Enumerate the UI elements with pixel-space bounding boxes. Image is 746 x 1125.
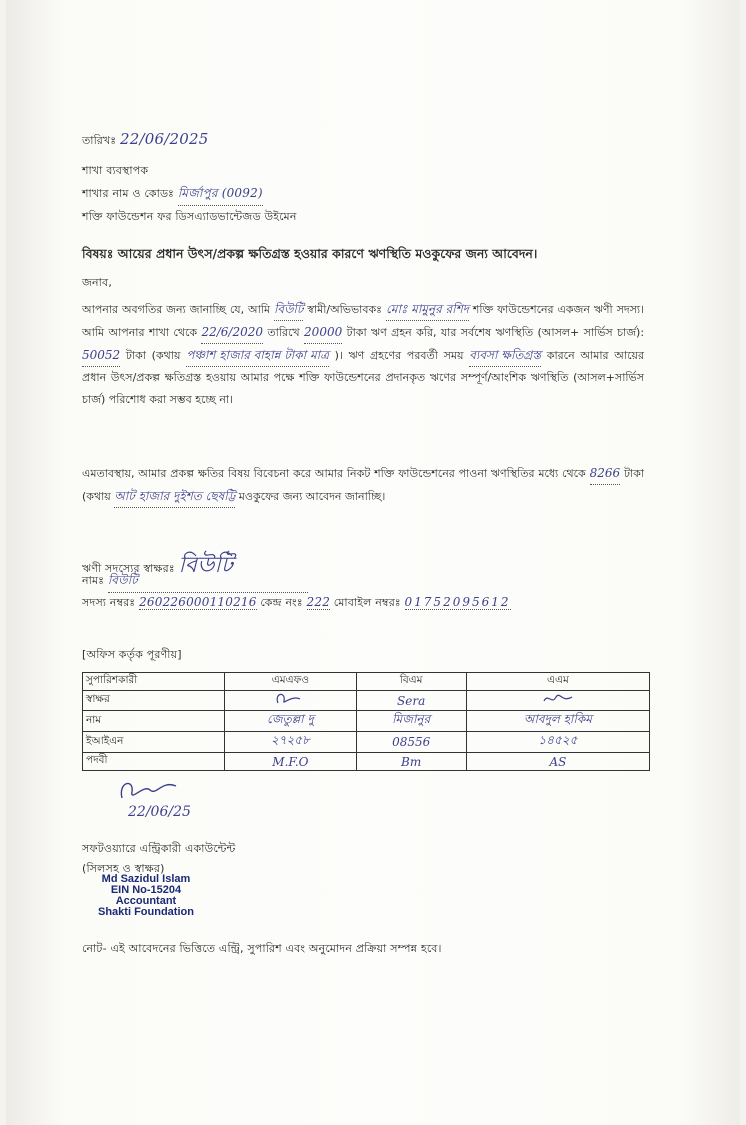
body-text-2: স্বামী/অভিভাবকঃ <box>307 303 383 316</box>
loan-date: 22/6/2020 <box>201 321 263 344</box>
table-row <box>83 691 650 711</box>
table-row <box>83 711 650 732</box>
signature-cell <box>225 691 356 711</box>
body-text-5: টাকা ঋণ গ্রহন করি, যার সর্বশেষ ঋণস্থিতি (আসল+ সার্ভিস চার্জ): <box>346 326 645 339</box>
mfo-signature-scribble <box>270 691 310 707</box>
row-label: পদবী <box>83 753 225 771</box>
accountant-subtitle: (সিলসহ ও স্বাক্ষর) <box>82 862 165 875</box>
table-row <box>83 732 650 753</box>
table-cell: ১৪৫২৫ <box>538 733 578 747</box>
stamp-line: Md Sazidul Islam <box>101 873 191 885</box>
mobile-label: মোবাইল নম্বরঃ <box>333 596 401 609</box>
body-text-6: টাকা (কথায় <box>125 349 181 362</box>
member-id-label: সদস্য নম্বরঃ <box>82 596 136 609</box>
branch-line <box>82 185 263 206</box>
loan-amount: 20000 <box>304 321 342 344</box>
table-cell: AS <box>549 754 567 769</box>
mobile-no: 01752095612 <box>404 595 511 609</box>
stamp-line: Accountant <box>115 895 177 907</box>
footer-note: নোট- এই আবেদনের ভিত্তিতে এন্ট্রি, সুপারিশ এবং অনুমোদন প্রক্রিয়া সম্পন্ন হবে। <box>82 942 442 955</box>
table-header: এএম <box>466 673 649 691</box>
name-label: নামঃ <box>82 574 105 587</box>
row-label: ইআইএন <box>83 732 225 753</box>
signature-cell <box>356 691 466 711</box>
table-cell: ২৭২৫৮ <box>270 733 310 747</box>
balance-amount: 50052 <box>82 344 120 367</box>
request-text-2: টাকা (কথায় <box>82 467 645 503</box>
damage-cause: ব্যবসা ক্ষতিগ্রস্ত <box>469 344 541 367</box>
center-no: 222 <box>306 595 331 609</box>
waiver-in-words: আট হাজার দুইশত ছেষট্টি <box>114 485 235 508</box>
am-signature-scribble <box>538 691 578 707</box>
member-name: বিউটি <box>108 572 308 593</box>
table-header-row <box>83 673 650 691</box>
table-header: এমএফও <box>225 673 356 691</box>
table-cell: আবদুল হাকিম <box>523 712 592 726</box>
guardian-name: মোঃ মামুনুর রশিদ <box>386 298 469 321</box>
row-label: স্বাক্ষর <box>83 691 225 711</box>
salutation: জনাব, <box>82 276 113 289</box>
accountant-stamp <box>98 874 194 918</box>
request-text-1: এমতাবস্থায়, আমার প্রকল্প ক্ষতির বিষয় বিবেচনা করে আমার নিকট শক্তি ফাউন্ডেশনের পাওনা ঋণস্থিতির মধ্যে থেকে <box>82 467 586 480</box>
recipient-title: শাখা ব্যবস্থাপক <box>82 164 149 177</box>
signature-label: ঋণী সদস্যের স্বাক্ষরঃ <box>82 562 175 575</box>
waiver-amount: 8266 <box>590 462 621 485</box>
row-label: নাম <box>83 711 225 732</box>
table-cell: মিজানুর <box>392 712 431 726</box>
center-label: কেন্দ্র নংঃ <box>260 596 303 609</box>
body-text-7: )। ঋণ গ্রহণের পরবর্তী সময় <box>334 349 464 362</box>
member-id-line <box>82 594 511 613</box>
table-header: সুপারিশকারী <box>83 673 225 691</box>
date-label: তারিখঃ <box>82 134 117 147</box>
table-cell: জেতুল্লা দু <box>267 712 314 726</box>
office-table <box>82 672 650 771</box>
stamp-line: Shakti Foundation <box>98 906 194 918</box>
member-id: 260226000110216 <box>139 595 257 609</box>
office-heading: [অফিস কর্তৃক পূরণীয়] <box>82 648 182 661</box>
date-value: 22/06/2025 <box>120 130 209 148</box>
accountant-signature-scribble <box>116 776 186 806</box>
member-name-line <box>82 572 308 593</box>
table-row <box>83 753 650 771</box>
table-cell: Bm <box>401 754 422 769</box>
member-name-inline: বিউটি <box>274 298 303 321</box>
date-line <box>82 130 209 151</box>
body-paragraph <box>82 298 644 411</box>
balance-in-words: পঞ্চাশ হাজার বাহান্ন টাকা মাত্র <box>186 344 329 367</box>
member-signature: বিউটি <box>178 553 234 578</box>
organization-name: শক্তি ফাউন্ডেশন ফর ডিসএ্যাডভান্টেজড উইমেন <box>82 210 297 223</box>
bm-signature: Sera <box>397 693 426 708</box>
body-text-8: কারনে আমার আয়ের প্রধান উৎস/প্রকল্প ক্ষতিগ্রস্ত হওয়ায় আমার পক্ষে শক্তি ফাউন্ডেশনের প্রদানকৃত ঋণের সম্পূর্ণ/আংশিক ঋণস্থিতি (আসল+সার্ভিস চার্জ) পরিশোধ করা সম্ভব হচ্ছে না। <box>82 349 645 406</box>
table-cell: 08556 <box>392 735 431 749</box>
body-text-1: আপনার অবগতির জন্য জানাচ্ছি যে, আমি <box>82 303 271 316</box>
table-header: বিএম <box>356 673 466 691</box>
body-text-4: তারিখে <box>267 326 300 339</box>
branch-label: শাখার নাম ও কোডঃ <box>82 187 175 200</box>
branch-value: মির্জাপুর (0092) <box>178 185 263 206</box>
request-text-3: মওকুফের জন্য আবেদন জানাচ্ছি। <box>238 490 386 503</box>
table-cell: M.F.O <box>272 754 309 769</box>
request-paragraph <box>82 462 644 508</box>
signature-cell <box>466 691 649 711</box>
accountant-title: সফটওয়্যারে এন্ট্রিকারী একাউন্টেন্ট <box>82 842 236 855</box>
subject-line: বিষয়ঃ আয়ের প্রধান উৎস/প্রকল্প ক্ষতিগ্রস্ত হওয়ার কারণে ঋণস্থিতি মওকুফের জন্য আবেদন। <box>82 246 538 261</box>
stamp-line: EIN No-15204 <box>110 884 182 896</box>
accountant-date: 22/06/25 <box>128 804 191 820</box>
body-text-3: শক্তি ফাউন্ডেশনের একজন ঋণী সদস্য। আমি আপনার শাখা থেকে <box>82 303 645 339</box>
